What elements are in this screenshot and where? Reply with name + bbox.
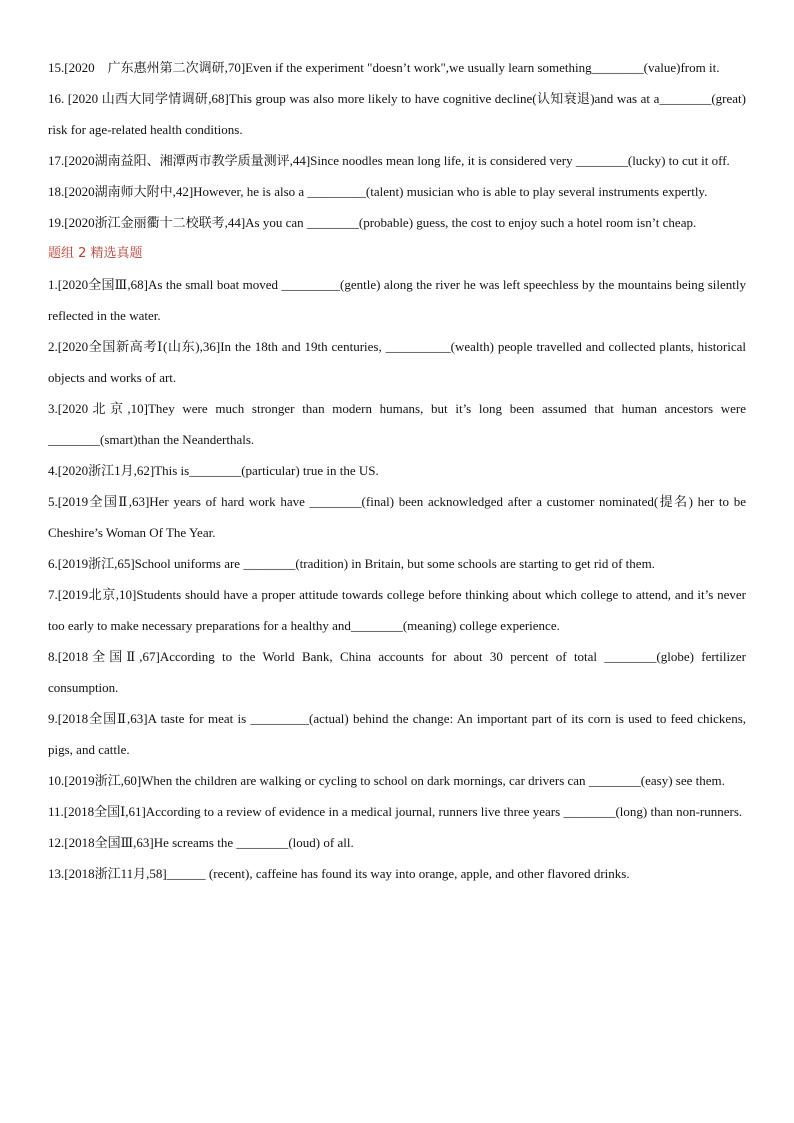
question-7: 7.[2019北京,10]Students should have a proper attitude towards college before thinking about which college to attend, and it’s never too early to make necessary preparations for a healthy and________(meaning) college experience.	[48, 587, 746, 633]
question-5: 5.[2019全国Ⅱ,63]Her years of hard work have ________(final) been acknowledged after a customer nominated(提名) her to be Cheshire’s Woman Of The Year.	[48, 494, 746, 540]
question-9: 9.[2018全国Ⅱ,63]A taste for meat is _________(actual) behind the change: An important part of its corn is used to feed chickens, pigs, and cattle.	[48, 711, 746, 757]
question-3: 3.[2020北京,10]They were much stronger than modern humans, but it’s long been assumed that human ancestors were ________(smart)than the Neanderthals.	[48, 401, 746, 447]
question-17: 17.[2020湖南益阳、湘潭两市教学质量测评,44]Since noodles mean long life, it is considered very ________(lucky) to cut it off.	[48, 153, 730, 168]
question-1: 1.[2020全国Ⅲ,68]As the small boat moved _________(gentle) along the river he was left speechless by the mountains being silently reflected in the water.	[48, 277, 746, 323]
question-11: 11.[2018全国Ⅰ,61]According to a review of evidence in a medical journal, runners live three years ________(long) than non-runners.	[48, 804, 743, 819]
question-15: 15.[2020 广东惠州第二次调研,70]Even if the experiment "doesn’t work",we usually learn something________(value)from it.	[48, 60, 720, 75]
question-4: 4.[2020浙江1月,62]This is________(particular) true in the US.	[48, 463, 379, 478]
question-18: 18.[2020湖南师大附中,42]However, he is also a _________(talent) musician who is able to play several instruments expertly.	[48, 184, 708, 199]
question-13: 13.[2018浙江11月,58]______ (recent), caffeine has found its way into orange, apple, and other flavored drinks.	[48, 866, 630, 881]
question-8: 8.[2018全国Ⅱ,67]According to the World Bank, China accounts for about 30 percent of total ________(globe) fertilizer consumption.	[48, 649, 746, 695]
question-19: 19.[2020浙江金丽衢十二校联考,44]As you can ________(probable) guess, the cost to enjoy such a hotel room isn’t cheap.	[48, 215, 697, 230]
section-title: 题组 2 精选真题	[48, 246, 143, 261]
question-2: 2.[2020全国新高考Ⅰ(山东),36]In the 18th and 19th centuries, __________(wealth) people travelled and collected plants, historical objects and works of art.	[48, 339, 746, 385]
question-6: 6.[2019浙江,65]School uniforms are ________(tradition) in Britain, but some schools are starting to get rid of them.	[48, 556, 655, 571]
question-12: 12.[2018全国Ⅲ,63]He screams the ________(loud) of all.	[48, 835, 354, 850]
question-10: 10.[2019浙江,60]When the children are walking or cycling to school on dark mornings, car drivers can ________(easy) see them.	[48, 773, 725, 788]
question-16: 16. [2020 山西大同学情调研,68]This group was also more likely to have cognitive decline(认知衰退)and was at a________(great) risk for age-related health conditions.	[48, 91, 746, 137]
